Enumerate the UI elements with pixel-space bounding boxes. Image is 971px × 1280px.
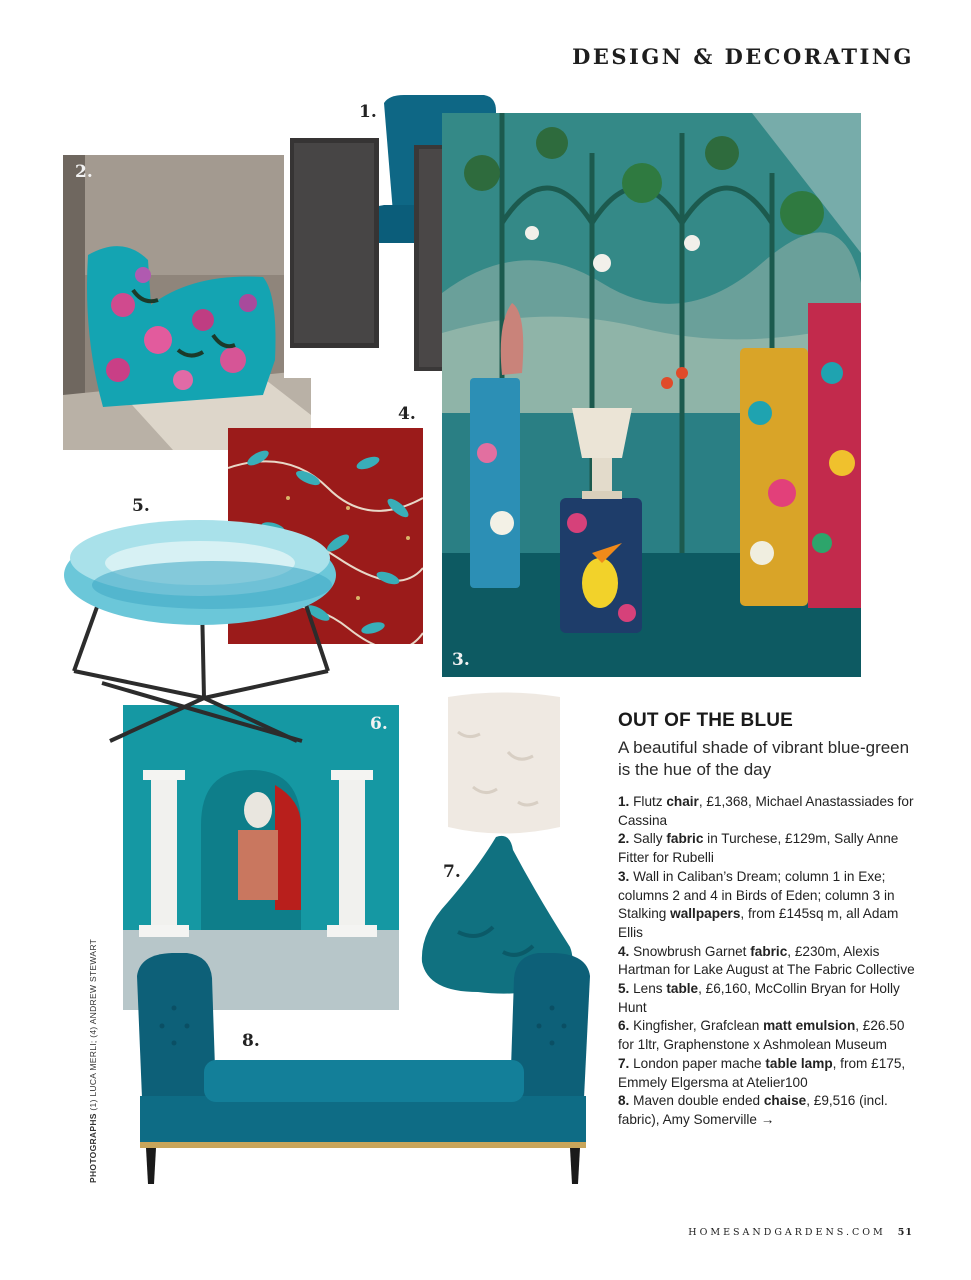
credit-post: in Turchese, £129m, Sally Anne Fitter for Rubelli [618, 831, 899, 866]
photo-credit [88, 939, 98, 1183]
credit-bold: chaise [763, 1093, 807, 1109]
credit-item [618, 1017, 918, 1054]
credit-bold: table [666, 981, 699, 997]
page-number: 51 [897, 1227, 913, 1238]
credit-item [618, 980, 918, 1017]
credit-pre: Flutz [629, 794, 667, 809]
photo-chaise [132, 948, 594, 1186]
credit-post: , from £175, Emmely Elgersma at Atelier100 [618, 1055, 906, 1090]
page-footer [688, 1227, 913, 1238]
item-number-2: 2. [75, 162, 93, 182]
credit-num: 2. [618, 831, 630, 847]
credit-num: 5. [618, 981, 630, 997]
credit-item [618, 1055, 918, 1092]
item-number-6: 6. [370, 714, 388, 734]
photo-credit-label: PHOTOGRAPHS [88, 1113, 98, 1183]
photo-floral-armchair [63, 155, 311, 450]
credit-bold: wallpapers [670, 906, 741, 922]
credit-num: 6. [618, 1018, 630, 1034]
credit-post: , £26.50 for 1ltr, Graphenstone x Ashmolean Museum [618, 1018, 905, 1053]
credit-num: 7. [618, 1055, 630, 1071]
credit-post: , £230m, Alexis Hartman for Lake August at The Fabric Collective [618, 943, 915, 978]
item-number-8: 8. [242, 1031, 260, 1051]
footer-site: HOMESANDGARDENS.COM [688, 1227, 886, 1238]
item-number-1: 1. [359, 102, 377, 122]
credit-num: 3. [618, 868, 630, 884]
credit-pre: Wall in Caliban’s Dream; column 1 in Exe; columns 2 and 4 in Birds of Eden; column 3 in Stalking [618, 868, 895, 922]
credit-num: 4. [618, 943, 630, 959]
photo-lens-table [62, 513, 342, 745]
credit-item [618, 943, 918, 980]
item-number-4: 4. [398, 404, 416, 424]
product-credits [618, 793, 918, 1130]
credit-pre: London paper mache [629, 1055, 766, 1071]
credit-item [618, 793, 918, 830]
credit-num: 1. [618, 794, 630, 809]
photo-wallpaper-scene [442, 113, 861, 677]
credit-bold: fabric [750, 943, 788, 959]
section-title: DESIGN & DECORATING [572, 44, 914, 69]
item-number-5: 5. [132, 496, 150, 516]
item-number-3: 3. [452, 650, 470, 670]
item-number-7: 7. [443, 862, 461, 882]
photo-credit-text: (1) LUCA MERLI; (4) ANDREW STEWART [88, 938, 98, 1114]
article [618, 710, 918, 1130]
credit-pre: Sally [629, 831, 667, 847]
credit-post: , £1,368, Michael Anastassiades for Cassina [618, 794, 914, 828]
credit-pre: Kingfisher, Grafclean [629, 1018, 764, 1034]
credit-item [618, 868, 918, 943]
credit-post: , from £145sq m, all Adam Ellis [618, 906, 899, 940]
headline: OUT OF THE BLUE [618, 710, 794, 731]
credit-pre: Maven double ended [629, 1093, 764, 1109]
credit-bold: chair [666, 794, 699, 809]
credit-item [618, 1092, 918, 1129]
credit-bold: matt emulsion [763, 1018, 856, 1034]
credit-bold: table lamp [765, 1055, 833, 1071]
credit-pre: Lens [629, 981, 667, 997]
standfirst: A beautiful shade of vibrant blue-green is the hue of the day [618, 738, 910, 779]
credit-post: , £6,160, McCollin Bryan for Holly Hunt [618, 981, 900, 1015]
credit-post: , £9,516 (incl. fabric), Amy Somerville → [618, 1093, 888, 1127]
credit-item [618, 830, 918, 867]
credit-pre: Snowbrush Garnet [629, 943, 751, 959]
credit-num: 8. [618, 1093, 630, 1109]
credit-bold: fabric [666, 831, 704, 847]
